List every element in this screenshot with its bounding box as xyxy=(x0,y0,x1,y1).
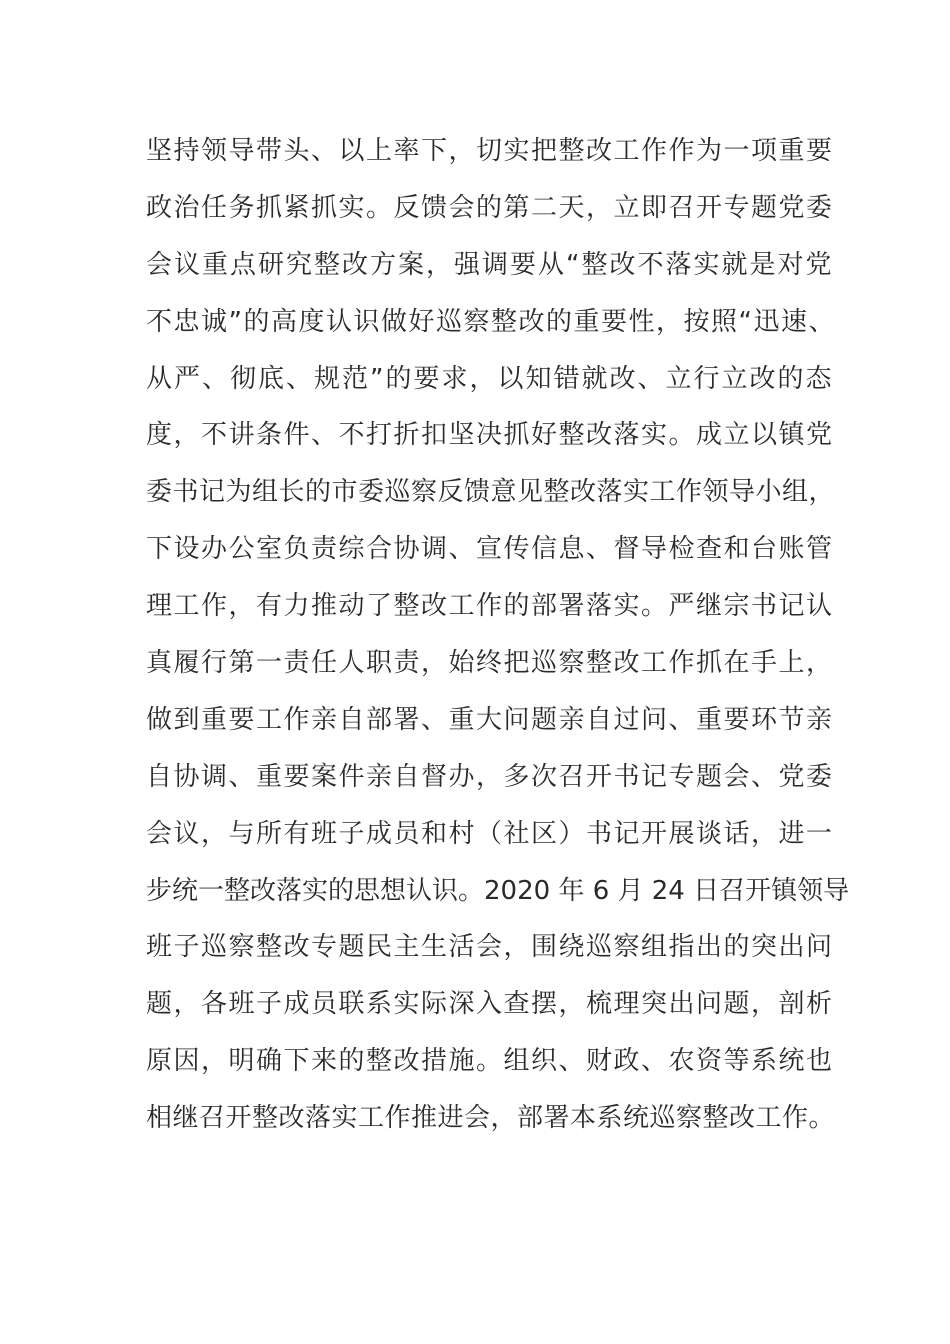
text-line: 度，不讲条件、不打折扣坚决抓好整改落实。成立以镇党 xyxy=(146,420,834,451)
text-line: 题，各班子成员联系实际深入查摆，梳理突出问题，剖析 xyxy=(146,989,834,1020)
text-line: 理工作，有力推动了整改工作的部署落实。严继宗书记认 xyxy=(146,591,834,622)
text-line: 政治任务抓紧抓实。反馈会的第二天，立即召开专题党委 xyxy=(146,192,834,223)
text-line: 会议，与所有班子成员和村（社区）书记开展谈话，进一 xyxy=(146,818,834,849)
text-line: 会议重点研究整改方案，强调要从“整改不落实就是对党 xyxy=(146,249,834,280)
text-line: 从严、彻底、规范”的要求，以知错就改、立行立改的态 xyxy=(146,363,834,394)
text-line: 相继召开整改落实工作推进会，部署本系统巡察整改工作。 xyxy=(146,1103,836,1134)
text-line: 不忠诚”的高度认识做好巡察整改的重要性，按照“迅速、 xyxy=(146,306,836,337)
body-paragraph xyxy=(146,126,850,1150)
text-line: 自协调、重要案件亲自督办，多次召开书记专题会、党委 xyxy=(146,761,834,792)
text-line: 做到重要工作亲自部署、重大问题亲自过问、重要环节亲 xyxy=(146,704,834,735)
text-line: 委书记为组长的市委巡察反馈意见整改落实工作领导小组， xyxy=(146,477,836,508)
text-line: 步统一整改落实的思想认识。2020 年 6 月 24 日召开镇领导 xyxy=(146,875,850,906)
text-line: 班子巡察整改专题民主生活会，围绕巡察组指出的突出问 xyxy=(146,932,834,963)
text-line: 坚持领导带头、以上率下，切实把整改工作作为一项重要 xyxy=(146,136,834,166)
text-line: 原因，明确下来的整改措施。组织、财政、农资等系统也 xyxy=(146,1046,834,1077)
text-line: 真履行第一责任人职责，始终把巡察整改工作抓在手上， xyxy=(146,648,834,679)
text-line: 下设办公室负责综合协调、宣传信息、督导检查和台账管 xyxy=(146,534,834,565)
